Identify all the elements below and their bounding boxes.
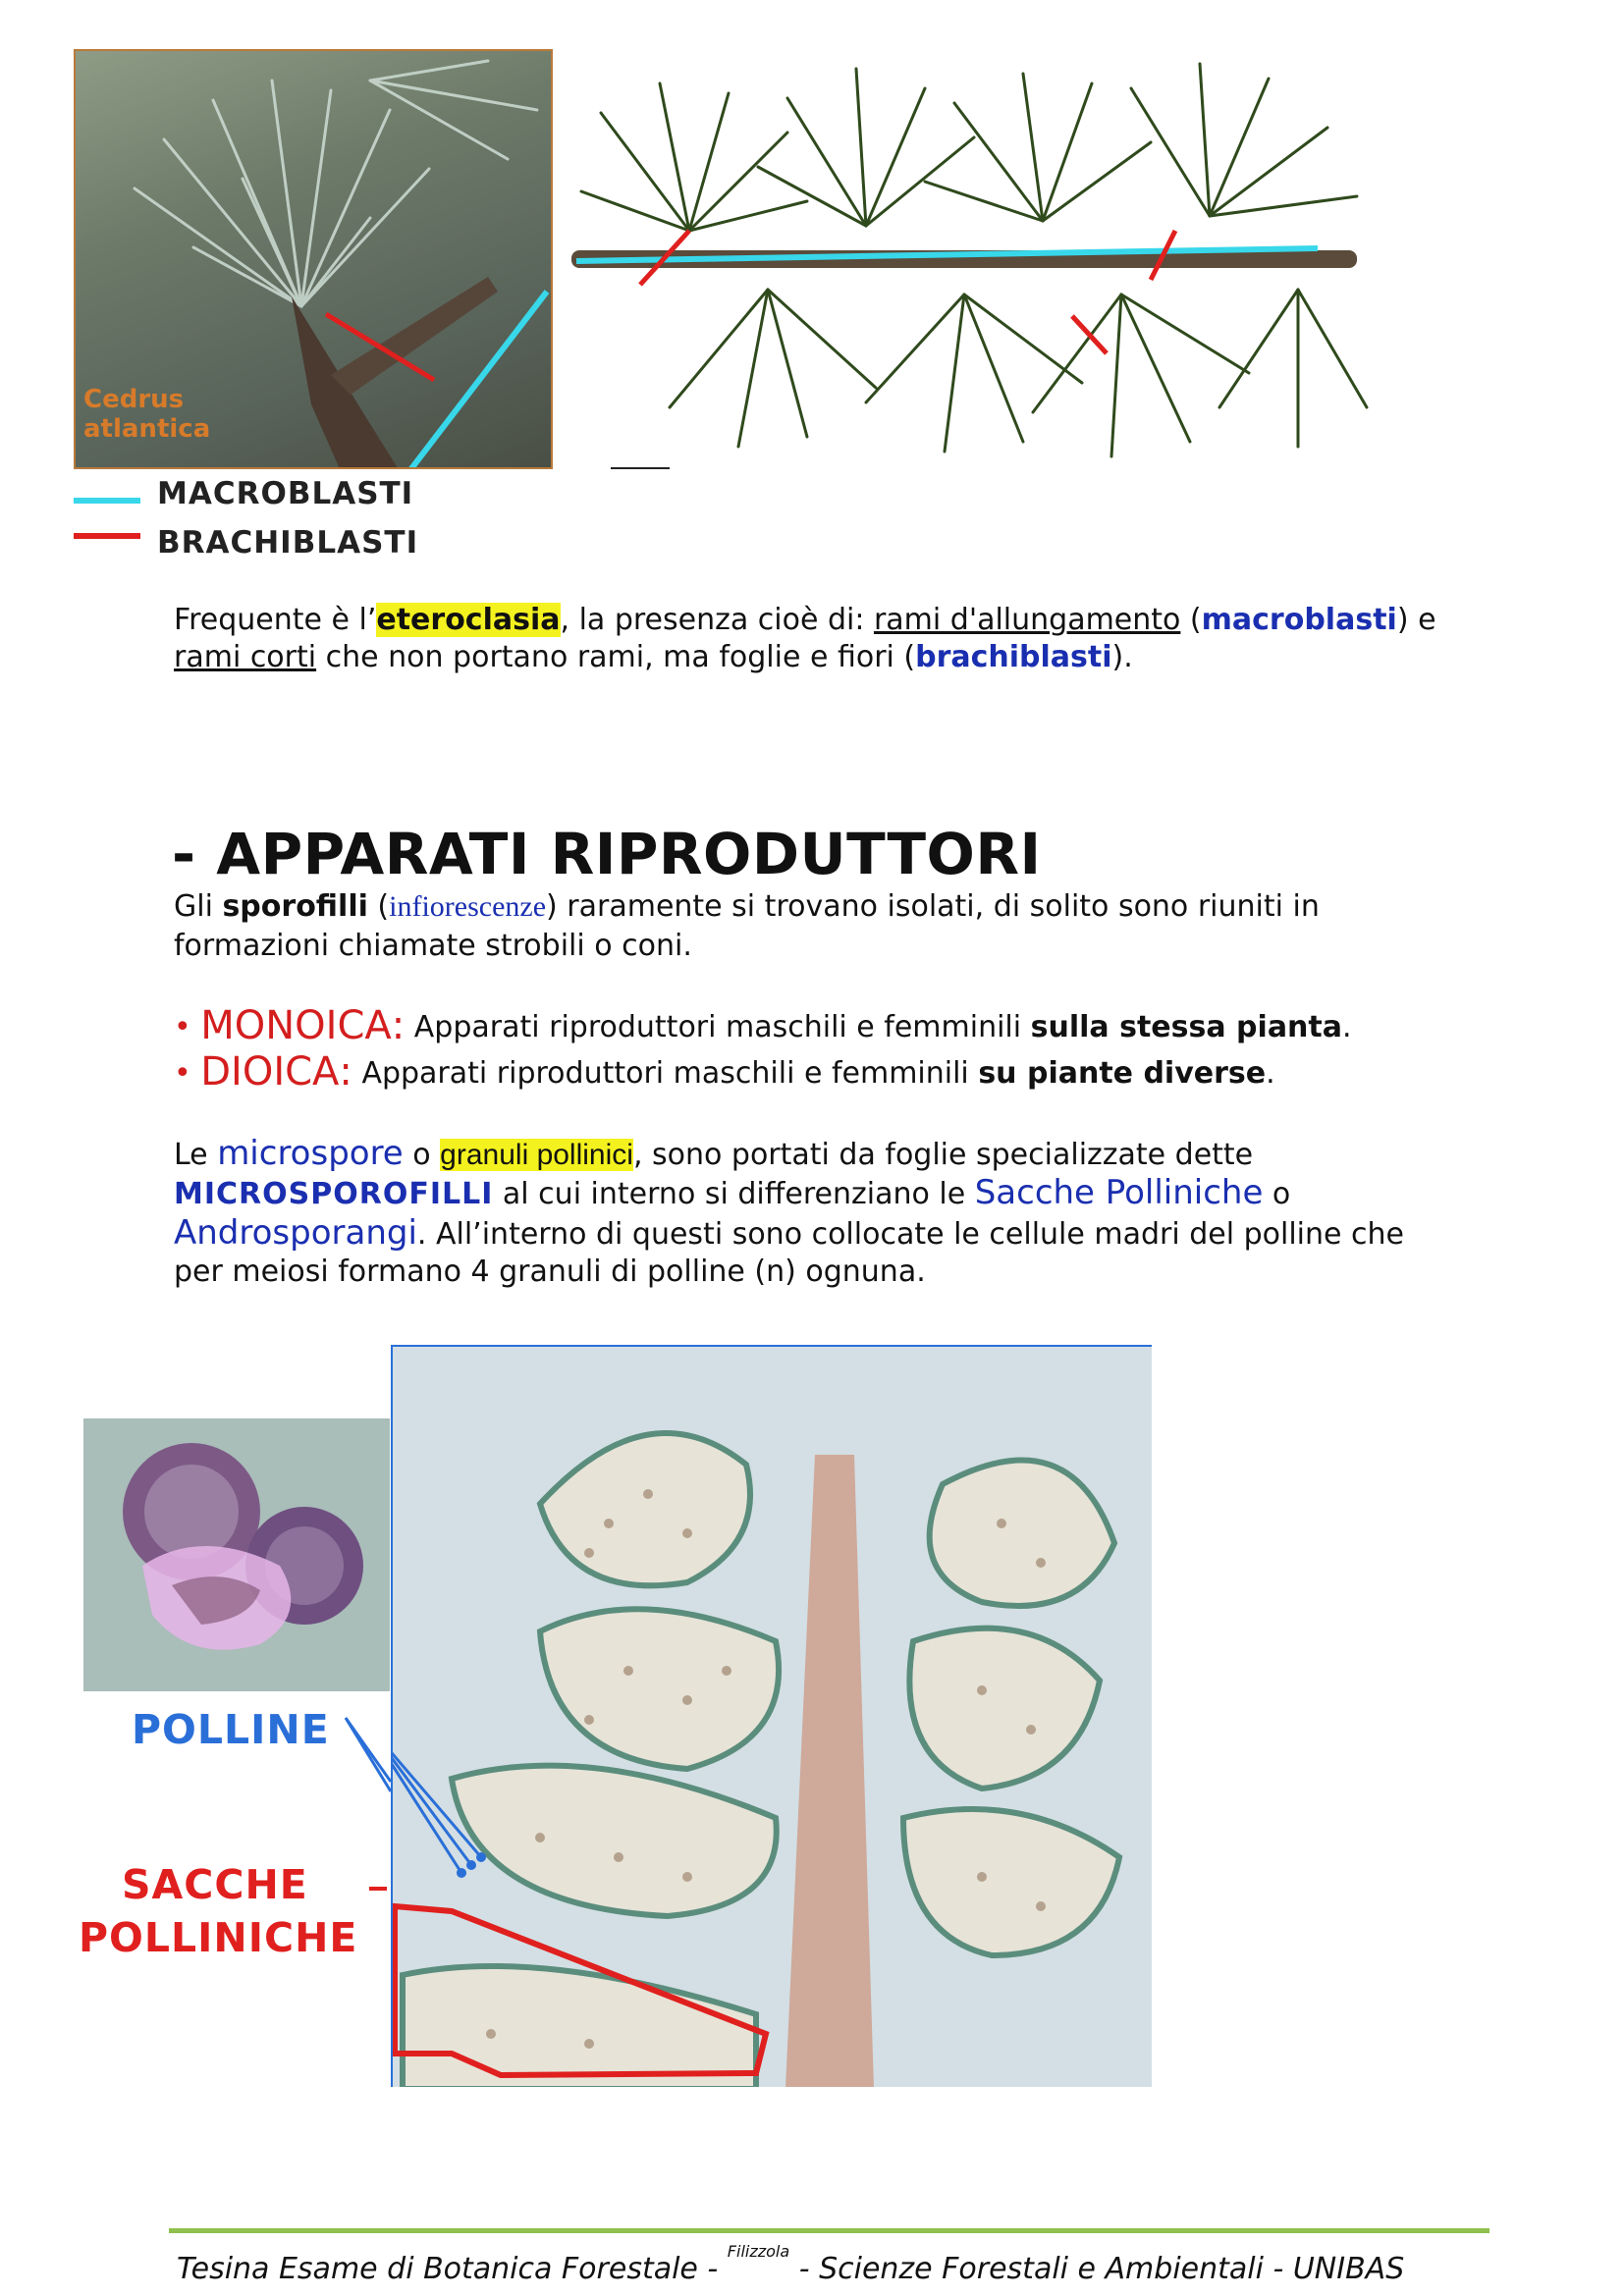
colon: : bbox=[391, 1003, 406, 1048]
text: ) e bbox=[1396, 603, 1436, 637]
text: , la presenza cioè di: bbox=[560, 603, 874, 637]
para-microspore-line1 bbox=[174, 1134, 1253, 1175]
emphasis: sulla stessa pianta bbox=[1030, 1010, 1342, 1044]
text: o bbox=[403, 1138, 441, 1172]
term-brachiblasti: brachiblasti bbox=[915, 640, 1112, 674]
legend-macroblasti bbox=[74, 476, 486, 515]
term-macroblasti: macroblasti bbox=[1201, 603, 1397, 637]
text: Apparati riproduttori maschili e femminili bbox=[405, 1010, 1031, 1044]
term-infiorescenze: infiorescenze bbox=[389, 890, 547, 923]
text: o bbox=[1263, 1177, 1291, 1211]
label-polline: POLLINE bbox=[132, 1706, 330, 1753]
text: Gli bbox=[174, 889, 223, 924]
legend-label-macroblasti: MACROBLASTI bbox=[157, 476, 414, 511]
label-sacche: SACCHE bbox=[122, 1861, 308, 1908]
term-androsporangi: Androsporangi bbox=[174, 1213, 417, 1253]
para-microspore-line3 bbox=[174, 1213, 1404, 1255]
species-label bbox=[83, 385, 210, 444]
bullet-dioica bbox=[174, 1049, 1275, 1095]
para-eteroclasia-line2 bbox=[174, 638, 1133, 677]
section-title: - APPARATI RIPRODUTTORI bbox=[172, 821, 1042, 887]
text: Le bbox=[174, 1138, 218, 1172]
intro-line2: formazioni chiamate strobili o coni. bbox=[174, 929, 692, 963]
legend-swatch-macroblasti bbox=[74, 498, 140, 504]
text: ( bbox=[1180, 603, 1202, 637]
species-label-genus: Cedrus bbox=[83, 385, 185, 414]
legend-label-brachiblasti: BRACHIBLASTI bbox=[157, 525, 419, 561]
term-sacche-polliniche: Sacche Polliniche bbox=[974, 1173, 1264, 1212]
cedrus-branch-photo bbox=[74, 49, 553, 469]
pollen-grain-micrograph bbox=[83, 1418, 390, 1691]
page-footer bbox=[177, 2242, 1404, 2286]
para-microspore-line2 bbox=[174, 1173, 1290, 1214]
bullet-dot: • bbox=[174, 1056, 191, 1091]
anther-section-micrograph bbox=[391, 1345, 1152, 2087]
colon: : bbox=[339, 1049, 352, 1095]
term-sporofilli: sporofilli bbox=[222, 889, 368, 924]
bullet-dot: • bbox=[174, 1010, 191, 1044]
text: Apparati riproduttori maschili e femminili bbox=[352, 1056, 979, 1091]
para-eteroclasia-line1 bbox=[174, 601, 1436, 640]
text: ). bbox=[1111, 640, 1133, 674]
cedar-branch-diagram-photo bbox=[571, 49, 1384, 469]
text: Frequente è l’ bbox=[174, 603, 377, 637]
label-sacche-dash bbox=[369, 1887, 387, 1891]
bullet-monoica bbox=[174, 1003, 1352, 1048]
species-label-epithet: atlantica bbox=[83, 414, 211, 444]
label-polliniche: POLLINICHE bbox=[79, 1914, 358, 1961]
text: . bbox=[1342, 1010, 1352, 1044]
term-monoica: MONOICA bbox=[200, 1003, 392, 1048]
term-microsporofilli: MICROSPOROFILLI bbox=[174, 1177, 494, 1211]
footer-right: - Scienze Forestali e Ambientali - UNIBAS bbox=[789, 2252, 1405, 2286]
footer-rule bbox=[169, 2228, 1489, 2233]
term-eteroclasia: eteroclasia bbox=[376, 603, 561, 637]
term-rami-corti: rami corti bbox=[174, 640, 317, 674]
intro-line1 bbox=[174, 887, 1320, 927]
term-microspore: microspore bbox=[217, 1134, 404, 1173]
text: che non portano rami, ma foglie e fiori ( bbox=[316, 640, 916, 674]
legend-brachiblasti bbox=[74, 525, 486, 564]
text: ( bbox=[367, 889, 390, 924]
text: . bbox=[1266, 1056, 1275, 1091]
text: , sono portati da foglie specializzate dette bbox=[632, 1138, 1254, 1172]
term-dioica: DIOICA bbox=[200, 1049, 340, 1095]
pointer-lines-outside bbox=[344, 1693, 403, 1811]
text: . All’interno di questi sono collocate le cellule madri del polline che bbox=[416, 1217, 1404, 1252]
legend-swatch-brachiblasti bbox=[74, 533, 140, 539]
para-microspore-line4: per meiosi formano 4 granuli di polline (n) ognuna. bbox=[174, 1255, 926, 1289]
footer-left: Tesina Esame di Botanica Forestale - bbox=[177, 2252, 728, 2286]
term-rami-allungamento: rami d'allungamento bbox=[873, 603, 1181, 637]
footer-author: Filizzola bbox=[727, 2242, 790, 2261]
text: al cui interno si differenziano le bbox=[493, 1177, 975, 1211]
emphasis: su piante diverse bbox=[978, 1056, 1267, 1091]
term-granuli-pollinici: granuli pollinici bbox=[440, 1139, 633, 1171]
text: ) raramente si trovano isolati, di solito sono riuniti in bbox=[546, 889, 1320, 924]
